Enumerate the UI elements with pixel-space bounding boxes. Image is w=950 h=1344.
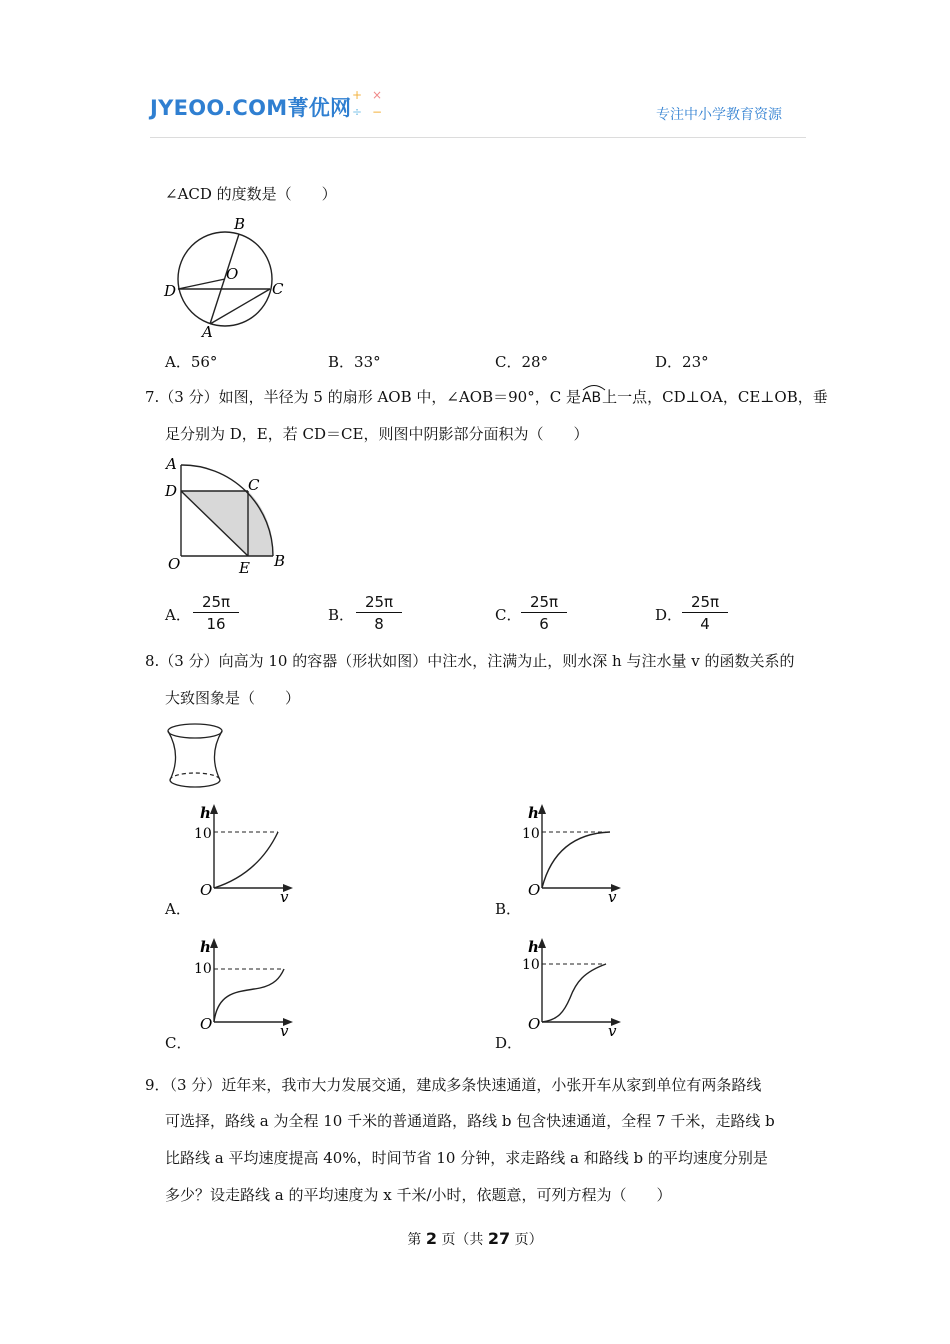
q8-container-figure xyxy=(162,720,234,790)
logo-math-ops-icon: + × ÷ − xyxy=(352,88,383,119)
q9-line4: 多少？设走路线 a 的平均速度为 x 千米/小时，依题意，可列方程为（ ） xyxy=(165,1186,672,1204)
q9-line1: 9．（3 分）近年来，我市大力发展交通，建成多条快速通道，小张开车从家到单位有两条路线 xyxy=(145,1076,762,1094)
q7-option-a-fraction: 25π 16 xyxy=(193,593,239,633)
q7-label-c: C xyxy=(248,476,260,494)
ten-label: 10 xyxy=(522,826,540,842)
q7-option-b: B． xyxy=(328,606,355,624)
container-top-rim xyxy=(168,724,222,738)
ten-label: 10 xyxy=(194,826,212,842)
q6-option-d: D．23° xyxy=(655,353,709,371)
h-label: h xyxy=(200,804,211,822)
container-left-side xyxy=(168,731,176,780)
q8-graph-c xyxy=(190,932,300,1042)
q8-option-a: A． xyxy=(165,900,191,918)
q7-label-e: E xyxy=(239,559,250,576)
ten-label: 10 xyxy=(194,961,212,977)
q7-option-a: A． xyxy=(165,606,191,624)
q7-arc-ab: AB xyxy=(582,387,601,408)
q6-segment-do xyxy=(178,279,225,289)
q7-line1-start: 7.（3 分）如图，半径为 5 的扇形 AOB 中，∠AOB＝90°，C 是 xyxy=(145,388,581,406)
q9-line2: 可选择，路线 a 为全程 10 千米的普通道路，路线 b 包含快速通道，全程 7 千米，走路线 b xyxy=(165,1112,775,1130)
q7-line1 xyxy=(145,387,828,408)
h-label: h xyxy=(528,804,539,822)
q7-option-b-fraction: 25π 8 xyxy=(356,593,402,633)
q6-label-o: O xyxy=(226,265,239,283)
q7-label-o: O xyxy=(168,555,181,573)
v-label: v xyxy=(608,888,617,906)
q7-sector-figure xyxy=(162,452,292,576)
q8-graph-a xyxy=(190,798,300,908)
curve xyxy=(214,969,284,1022)
current-page-number: 2 xyxy=(425,1229,437,1248)
q7-option-d-fraction: 25π 4 xyxy=(682,593,728,633)
q7-option-c-fraction: 25π 6 xyxy=(521,593,567,633)
q6-option-b: B．33° xyxy=(328,353,381,371)
curve xyxy=(542,964,606,1022)
total-page-number: 27 xyxy=(487,1229,511,1248)
y-axis-arrow-icon xyxy=(538,938,546,948)
page-footer: 第 2 页（共 27 页） xyxy=(407,1229,543,1248)
ten-label: 10 xyxy=(522,957,540,973)
q6-label-a: A xyxy=(202,323,213,340)
curve xyxy=(542,832,610,888)
site-tagline: 专注中小学教育资源 xyxy=(656,107,782,123)
h-label: h xyxy=(200,938,211,956)
origin-label: O xyxy=(528,881,541,899)
y-axis-arrow-icon xyxy=(210,804,218,814)
q8-option-b: B． xyxy=(495,900,522,918)
q7-option-d: D． xyxy=(655,606,683,624)
origin-label: O xyxy=(528,1015,541,1033)
q8-line1: 8.（3 分）向高为 10 的容器（形状如图）中注水，注满为止，则水深 h 与注水量 v 的函数关系的 xyxy=(145,652,795,670)
q7-shaded-segment xyxy=(248,491,273,556)
q7-line2: 足分别为 D，E，若 CD＝CE，则图中阴影部分面积为（ ） xyxy=(165,425,589,443)
q6-stem-tail: ∠ACD 的度数是（ ） xyxy=(165,185,337,203)
v-label: v xyxy=(280,1022,289,1040)
h-label: h xyxy=(528,938,539,956)
curve xyxy=(214,832,278,888)
q7-line1-end: 上一点，CD⊥OA，CE⊥OB，垂 xyxy=(602,388,828,406)
container-bottom-front xyxy=(170,780,220,787)
q8-graph-d xyxy=(518,932,628,1042)
q8-option-d: D． xyxy=(495,1034,523,1052)
site-logo: JYEOO.COM菁优网 xyxy=(150,96,352,120)
y-axis-arrow-icon xyxy=(210,938,218,948)
q6-option-a: A．56° xyxy=(165,353,218,371)
q6-option-c: C．28° xyxy=(495,353,549,371)
q8-graph-b xyxy=(518,798,628,908)
origin-label: O xyxy=(200,1015,213,1033)
q9-line3: 比路线 a 平均速度提高 40%，时间节省 10 分钟，求走路线 a 和路线 b 的平均速度分别是 xyxy=(165,1149,768,1167)
v-label: v xyxy=(608,1022,617,1040)
q7-option-c: C． xyxy=(495,606,522,624)
q7-label-a: A xyxy=(166,455,177,473)
q7-label-b: B xyxy=(274,552,286,570)
q8-option-c: C． xyxy=(165,1034,192,1052)
q6-label-d: D xyxy=(164,282,177,300)
q8-line2: 大致图象是（ ） xyxy=(165,689,301,707)
v-label: v xyxy=(280,888,289,906)
arc-symbol-icon xyxy=(582,383,606,391)
header-divider xyxy=(150,137,806,138)
y-axis-arrow-icon xyxy=(538,804,546,814)
container-right-side xyxy=(214,731,222,780)
origin-label: O xyxy=(200,881,213,899)
q6-label-c: C xyxy=(272,280,284,298)
q6-circle-figure xyxy=(160,212,290,340)
q7-label-d: D xyxy=(165,482,178,500)
container-bottom-back xyxy=(170,773,220,780)
q6-label-b: B xyxy=(234,215,246,233)
